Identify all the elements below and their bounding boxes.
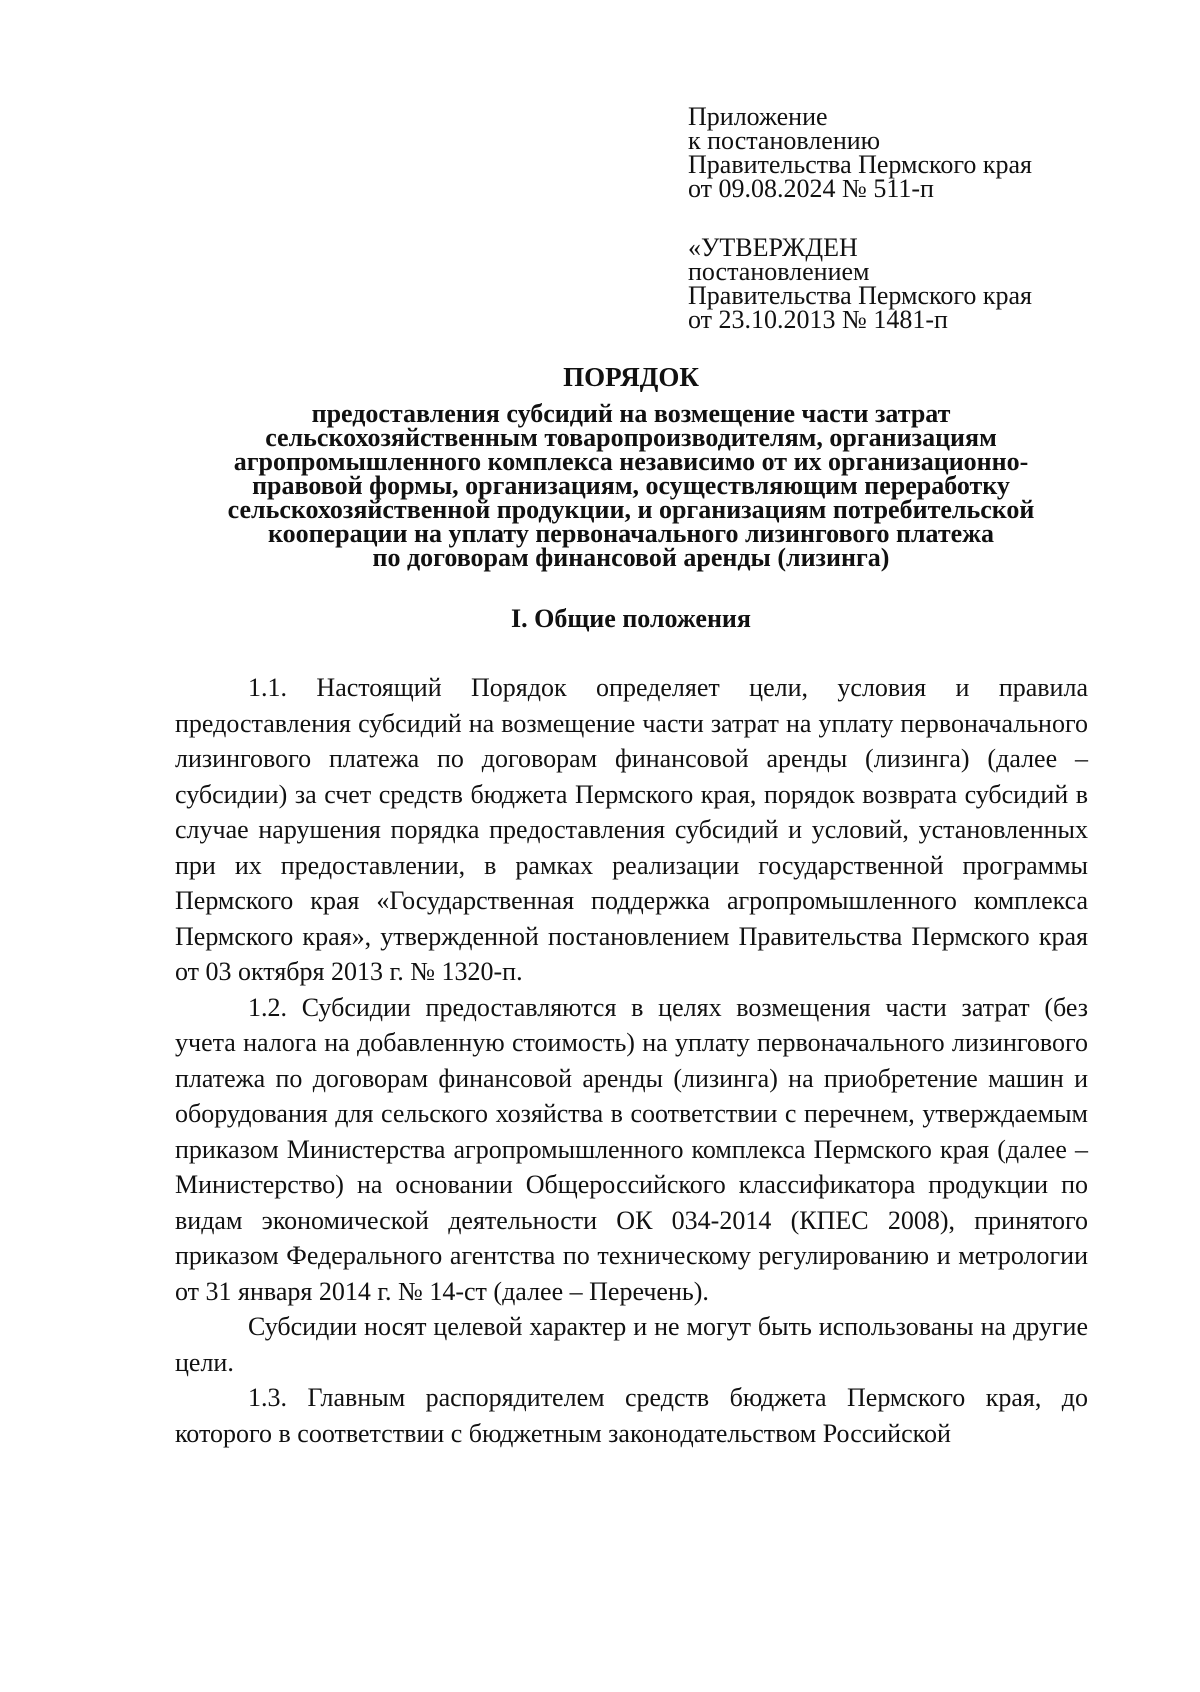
subtitle-line: по договорам финансовой аренды (лизинга)	[372, 543, 890, 572]
approval-line: «УТВЕРЖДЕН	[688, 233, 858, 262]
annex-header	[688, 102, 1032, 203]
annex-line: к постановлению	[688, 126, 881, 155]
subtitle-line: агропромышленного комплекса независимо от их организационно-	[233, 447, 1029, 476]
annex-line: от 09.08.2024 № 511-п	[688, 174, 934, 203]
paragraph-1-3: 1.3. Главным распорядителем средств бюджета Пермского края, до которого в соответствии с бюджетным законодательством Российской	[175, 1383, 1088, 1448]
document-body	[175, 670, 1088, 1451]
approval-line: от 23.10.2013 № 1481-п	[688, 305, 948, 334]
subtitle-line: сельскохозяйственным товаропроизводителям, организациям	[265, 423, 997, 452]
paragraph-1-1: 1.1. Настоящий Порядок определяет цели, условия и правила предоставления субсидий на возмещение части затрат на уплату первоначального лизингового платежа по договорам финансовой аренды (лизинга) (далее – субсидии) за счет средств бюджета Пермского края, порядок возврата субсидий в случае нарушения порядка предоставления субсидий и условий, установленных при их предоставлении, в рамках реализации государственной программы Пермского края «Государственная поддержка агропромышленного комплекса Пермского края», утвержденной постановлением Правительства Пермского края от 03 октября 2013 г. № 1320-п.	[175, 673, 1088, 986]
subtitle-line: кооперации на уплату первоначального лизингового платежа	[267, 519, 995, 548]
subtitle-line: предоставления субсидий на возмещение части затрат	[311, 399, 951, 428]
annex-line: Правительства Пермского края	[688, 150, 1032, 179]
paragraph-purpose: Субсидии носят целевой характер и не могут быть использованы на другие цели.	[175, 1312, 1088, 1377]
approval-line: Правительства Пермского края	[688, 281, 1032, 310]
document-title: ПОРЯДОК	[563, 362, 699, 392]
annex-line: Приложение	[688, 102, 828, 131]
approval-line: постановлением	[688, 257, 870, 286]
approval-stamp	[688, 233, 1032, 334]
document-subtitle	[0, 399, 1200, 572]
paragraph-1-2: 1.2. Субсидии предоставляются в целях возмещения части затрат (без учета налога на добавленную стоимость) на уплату первоначального лизингового платежа по договорам финансовой аренды (лизинга) на приобретение машин и оборудования для сельского хозяйства в соответствии с перечнем, утверждаемым приказом Министерства агропромышленного комплекса Пермского края (далее – Министерство) на основании Общероссийского классификатора продукции по видам экономической деятельности ОК 034-2014 (КПЕС 2008), принятого приказом Федерального агентства по техническому регулированию и метрологии от 31 января 2014 г. № 14-ст (далее – Перечень).	[175, 992, 1088, 1306]
section-heading: I. Общие положения	[511, 604, 751, 633]
subtitle-line: сельскохозяйственной продукции, и организациям потребительской	[227, 495, 1035, 524]
subtitle-line: правовой формы, организациям, осуществляющим переработку	[252, 471, 1010, 500]
